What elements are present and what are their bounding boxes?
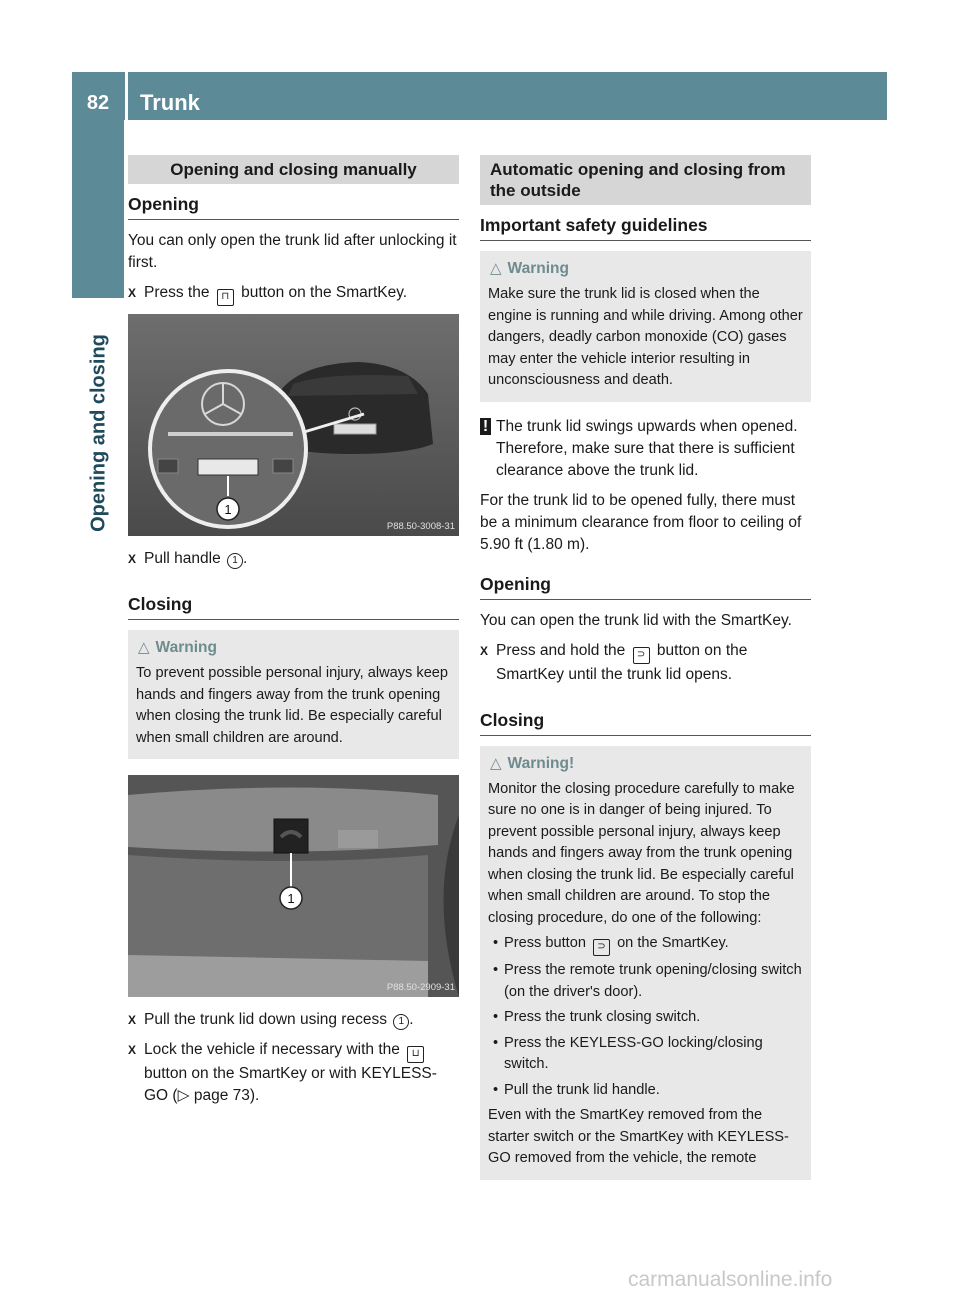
side-chapter-label: Opening and closing [87,333,110,532]
figure-trunk-handle [128,314,459,536]
warning-triangle-icon: △ [138,639,150,656]
section-title-manual: Opening and closing manually [128,155,459,184]
warning-text: To prevent possible personal injury, always keep hands and fingers away from the trunk opening when closing the trunk lid. Be especially careful when small children are around. [136,665,449,746]
opening-text: You can only open the trunk lid after unlocking it first. [128,232,457,271]
left-column [128,155,459,1115]
side-tab [72,120,124,298]
lock-icon: ⊔ [407,1046,424,1063]
closing-heading: Closing [128,584,459,620]
trunk-icon: ⊃ [633,647,650,664]
warning-box-closing [128,630,459,759]
bullet-item: • Press the remote trunk opening/closing switch (on the driver's door). [493,962,802,1000]
warning-box-closing-auto [480,746,811,1180]
bullet-item: • Press the trunk closing switch. [493,1009,701,1025]
car-rear-illustration [128,314,459,536]
step-arrow-icon: X [128,286,137,300]
warning-text: Monitor the closing procedure carefully to make sure no one is in danger of being injured. To prevent possible personal injury, always keep hands and fingers away from the trunk opening when closing the trunk lid. Be especially careful when small children are around. To stop the closing procedure, do one of the following: [488,780,795,926]
bullet-item: • Press the KEYLESS-GO locking/closing switch. [493,1034,763,1072]
step-press-unlock: X Press the ⊓ button on the SmartKey. [128,282,459,306]
warning-heading: △ Warning! [490,754,575,772]
trunk-lid-illustration [128,775,459,997]
svg-text:1: 1 [287,891,295,906]
chapter-title: Trunk [140,90,200,115]
unlock-icon: ⊓ [217,289,234,306]
opening-text: You can open the trunk lid with the SmartKey. [480,611,792,629]
step-lock-vehicle: X Lock the vehicle if necessary with the ⊔ button on the SmartKey or with KEYLESS-GO (▷ page 73). [128,1041,437,1104]
step-pull-lid: X Pull the trunk lid down using recess 1 . [128,1009,459,1031]
safety-heading: Important safety guidelines [480,205,811,241]
page-number: 82 [86,92,110,114]
step-pull-handle: X Pull handle 1 . [128,548,459,570]
step-arrow-icon: X [128,552,137,566]
bullet-item: • Press button ⊃ on the SmartKey. [488,933,803,956]
watermark: carmanualsonline.info [628,1268,833,1291]
closing-heading: Closing [480,700,811,736]
figure-code: P88.50-3008-31 [386,521,455,532]
page-ref-arrow-icon: ▷ [177,1087,190,1104]
callout-1-icon: 1 [227,553,243,569]
warning-triangle-icon: △ [490,260,502,277]
step-arrow-icon: X [128,1043,137,1057]
step-press-trunk: X Press and hold the ⊃ button on the SmartKey until the trunk lid opens. [480,641,748,683]
opening-heading: Opening [128,184,459,220]
header-divider [125,72,128,120]
section-title-automatic: Automatic opening and closing from the outside [480,155,811,205]
step-arrow-icon: X [128,1013,137,1027]
trunk-icon: ⊃ [593,939,610,956]
right-column [480,155,811,1194]
callout-1-icon: 1 [393,1014,409,1030]
warning-heading: △ Warning [490,260,569,277]
svg-text:1: 1 [224,502,232,517]
step-arrow-icon: X [480,643,489,658]
bullet-item: • Pull the trunk lid handle. [493,1081,660,1098]
notice-clearance: ! The trunk lid swings upwards when opened. Therefore, make sure that there is sufficient clearance above the trunk lid. [480,416,811,482]
trailing-text: Even with the SmartKey removed from the starter switch or the SmartKey with KEYLESS-GO removed from the vehicle, the remote [488,1107,789,1166]
warning-triangle-icon: △ [490,754,502,772]
notice-icon: ! [480,418,491,435]
warning-box-co [480,251,811,402]
warning-heading: △ Warning [138,639,217,656]
figure-trunk-recess [128,775,459,997]
figure-code: P88.50-2909-31 [386,982,455,993]
clearance-text: For the trunk lid to be opened fully, there must be a minimum clearance from floor to ceiling of 5.90 ft (1.80 m). [480,491,802,553]
opening-heading: Opening [480,564,811,600]
page-reference[interactable]: page 73 [193,1087,250,1104]
warning-text: Make sure the trunk lid is closed when the engine is running and while driving. Among other dangers, deadly carbon monoxide (CO) gases may enter the vehicle interior resulting in unconsciousness and death. [488,286,803,388]
